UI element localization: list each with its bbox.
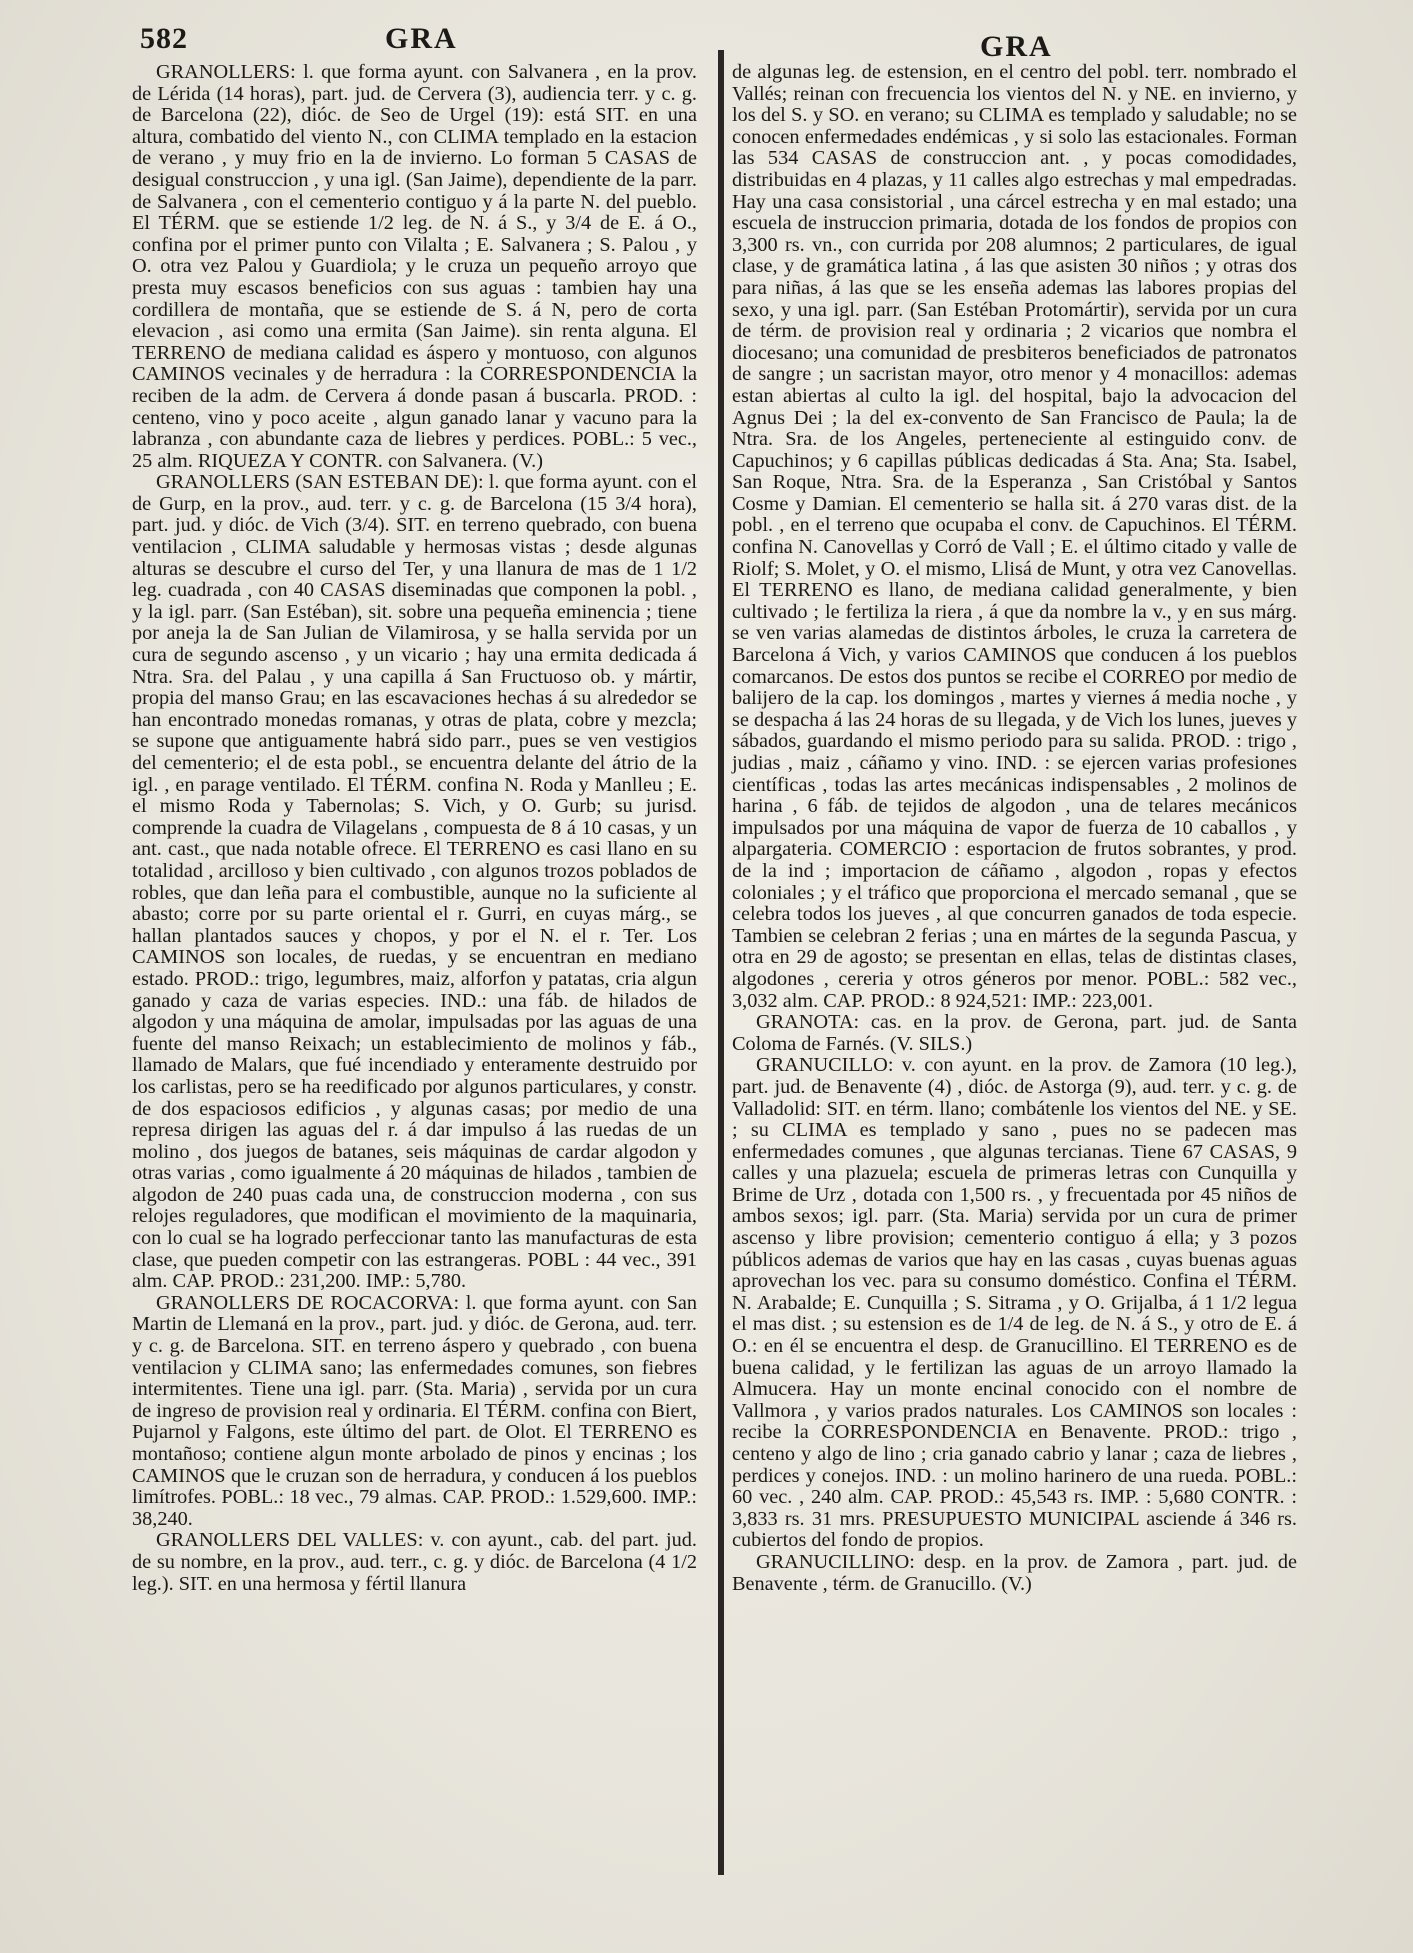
column-divider [718,50,724,1875]
entry-text: : l. que forma ayunt. con Salvanera , en la prov. de Lérida (14 horas), part. jud. de Cervera (3), audiencia terr. y c. g. de Barcelona (22), dióc. de Seo de Urgel (19): está SIT. en una altura, combatido del viento N., con CLIMA templado en la estacion de verano , y muy frio en la de invierno. Lo forman 5 CASAS de desigual construccion , y una igl. (San Jaime), dependiente de la parr. de Salvanera , con el cementerio contiguo y á la parte N. del pueblo. El TÉRM. que se estiende 1/2 leg. de N. á S., y 3/4 de E. á O., confina por el primer punto con Vilalta ; E. Salvanera ; S. Palou , y O. otra vez Palou y Guardiola; y le cruza un pequeño arroyo que presta muy escasos beneficios con sus aguas : tambien hay una cordillera de montaña, que se estiende de S. á N, pero de corta elevacion , asi como una ermita (San Jaime). sin renta alguna. El TERRENO de mediana calidad es áspero y montuoso, con algunos CAMINOS vecinales y de herradura : la CORRESPONDENCIA la reciben de la adm. de Cervera á donde pasan á buscarla. PROD. : centeno, vino y poco aceite , algun ganado lanar y vacuno para la labranza , con abundante caza de liebres y perdices. POBL.: 5 vec., 25 alm. RIQUEZA Y CONTR. con Salvanera. (V.) [132,61,697,472]
left-column [132,62,697,1595]
entry-headword: GRANOTA [756,1011,854,1034]
entry-granota [732,1012,1297,1055]
entry-granollers-de-rocacorva [132,1293,697,1531]
entry-continuation [732,62,1297,1012]
entry-text: : l. que forma ayunt. con San Martin de Llemaná en la prov., part. jud. y dióc. de Gerona, aud. terr. y c. g. de Barcelona. SIT. en terreno áspero y quebrado , con buena ventilacion y CLIMA sano; las enfermedades comunes, son fiebres intermitentes. Tiene una igl. parr. (Sta. Maria) , servida por un cura de ingreso de provision real y ordinaria. El TÉRM. confina con Biert, Pujarnol y Falgons, este último del part. de Olot. El TERRENO es montañoso; contiene algun monte arbolado de pinos y encinas ; los CAMINOS que le cruzan son de herradura, y conducen á los pueblos limítrofes. POBL.: 18 vec., 79 almas. CAP. PROD.: 1.529,600. IMP.: 38,240. [132,1291,697,1530]
entry-text: de algunas leg. de estension, en el centro del pobl. terr. nombrado el Vallés; reinan con frecuencia los vientos del N. y NE. en invierno, y los del S. y SO. en verano; su CLIMA es templado y saludable; no se conocen enfermedades endémicas , y si solo las estacionales. Forman las 534 CASAS de construccion ant. , y pocas comodidades, distribuidas en 4 plazas, y 11 calles algo estrechas y mal empedradas. Hay una casa consistorial , una cárcel estrecha y en mal estado; una escuela de instruccion primaria, dotada de los fondos de propios con 3,300 rs. vn., con currida por 208 alumnos; 2 particulares, de igual clase, y de gramática latina , á las que asisten 30 niños ; y otras dos para niñas, á las que se les enseña ademas las labores propias del sexo, y una igl. parr. (San Estéban Protomártir), servida por un cura de térm. de provision real y ordinaria ; 2 vicarios que nombra el diocesano; una comunidad de presbiteros beneficiados de patronatos de sangre ; un sacristan mayor, otro menor y 4 monacillos: ademas estan abiertas al culto la igl. del hospital, bajo la advocacion del Agnus Dei ; la del ex-convento de San Francisco de Paula; la de Ntra. Sra. de los Angeles, perteneciente al estinguido conv. de Capuchinos; y 6 capillas públicas dedicadas á Sta. Ana; Sta. Isabel, San Roque, Ntra. Sra. de la Esperanza , San Cristóbal y Santos Cosme y Damian. El cementerio se halla sit. á 270 varas dist. de la pobl. , en el terreno que ocupaba el conv. de Capuchinos. El TÉRM. confina N. Canovellas y Corró de Vall ; E. el último citado y valle de Riolf; S. Molet, y O. el mismo, Llisá de Munt, y otra vez Canovellas. El TERRENO es llano, de mediana calidad generalmente, y bien cultivado ; le fertiliza la riera , á que da nombre la v., y en sus márg. se ven varias alamedas de distintos árboles, le cruza la carretera de Barcelona á Vich, y varios CAMINOS que conducen á los pueblos comarcanos. De estos dos puntos se recibe el CORREO por medio de balijero de la cap. los domingos , martes y viernes á media noche , y se despacha á las 24 horas de su llegada, y de Vich los lunes, jueves y sábados, guardando el mismo periodo para su salida. PROD. : trigo , judias , maiz , cáñamo y vino. IND. : se ejercen varias profesiones científicas , todas las artes mecánicas indispensables , 2 molinos de harina , 6 fáb. de tejidos de algodon , una de telares mecánicos impulsados por una máquina de vapor de fuerza de 10 caballos , y alpargateria. COMERCIO : esportacion de frutos sobrantes, y prod. de la ind ; importacion de cáñamo , algodon , ropas y efectos coloniales ; y el tráfico que proporciona el mercado semanal , que se celebra todos los jueves , al que concurren ganados de toda especie. Tambien se celebran 2 ferias ; una en mártes de la segunda Pascua, y otra en 29 de agosto; se presentan en ellas, telas de distintas clases, algodones , cereria y otros géneros por menor. POBL.: 582 vec., 3,032 alm. CAP. PROD.: 8 924,521: IMP.: 223,001. [732,61,1297,1012]
entry-text: : l. que forma ayunt. con el de Gurp, en la prov., aud. terr. y c. g. de Barcelona (15 3/4 hora), part. jud. y dióc. de Vich (3/4). SIT. en terreno quebrado, con buena ventilacion , CLIMA saludable y hermosas vistas ; desde algunas alturas se descubre el curso del Ter, y una llanura de mas de 1 1/2 leg. cuadrada , con 40 CASAS diseminadas que componen la pobl. , y la igl. parr. (San Estéban), sit. sobre una pequeña eminencia ; tiene por aneja la de San Julian de Vilamirosa, y se halla servida por un cura de segundo ascenso , y un vicario ; hay una ermita dedicada á Ntra. Sra. del Palau , y una capilla á San Fructuoso ob. y mártir, propia del manso Grau; en las escavaciones hechas á su alrededor se han encontrado monedas romanas, y otras de plata, cobre y mezcla; se supone que antiguamente habrá sido parr., pues se ven vestigios del cementerio; el de esta pobl., se encuentra delante del átrio de la igl. , en parage ventilado. El TÉRM. confina N. Roda y Manlleu ; E. el mismo Roda y Tabernolas; S. Vich, y O. Gurb; su jurisd. comprende la cuadra de Vilagelans , compuesta de 8 á 10 casas, y un ant. cast., que nada notable ofrece. El TERRENO es casi llano en su totalidad , arcilloso y bien cultivado , con algunos trozos poblados de robles, que dan leña para el combustible, aunque no la suficiente al abasto; corre por su parte oriental el r. Gurri, en cuyas márg., se hallan plantados sauces y chopos, y por el N. el r. Ter. Los CAMINOS son locales, de ruedas, y se encuentran en mediano estado. PROD.: trigo, legumbres, maiz, alforfon y patatas, cria algun ganado y caza de varias especies. IND.: una fáb. de hilados de algodon y una máquina de amolar, impulsadas por las aguas de una fuente del manso Reixach; un establecimiento de molinos y fáb., llamado de Malars, que fué incendiado y enteramente destruido por los carlistas, pero se ha reedificado por algunos particulares, y constr. de dos espaciosos edificios , y algunas casas; por medio de una represa dirigen las aguas del r. á dar impulso á las ruedas de un molino , dos juegos de batanes, seis máquinas de cardar algodon y otras varias , como igualmente á 20 máquinas de hilados , tambien de algodon de 240 puas cada una, de construccion moderna , con sus relojes reguladores, que modifican el movimiento de la maquinaria, con lo cual se ha logrado perfeccionar tanto las manufacturas de esta clase, que pueden competir con las estrangeras. POBL : 44 vec., 391 alm. CAP. PROD.: 231,200. IMP.: 5,780. [132,471,697,1293]
entry-granollers-san-esteban [132,472,697,1293]
entry-granollers-del-valles [132,1530,697,1595]
entry-text: : v. con ayunt. en la prov. de Zamora (10 leg.), part. jud. de Benavente (4) , dióc. de Astorga (9), aud. terr. y c. g. de Valladolid: SIT. en térm. llano; combátenle los vientos del NE. y SE. ; su CLIMA es templado y sano , pues no se padecen mas enfermedades comunes , que algunas tercianas. Tiene 67 CASAS, 9 calles y una plazuela; escuela de primeras letras con Cunquilla y Brime de Urz , dotada con 1,500 rs. , y frecuentada por 45 niños de ambos sexos; igl. parr. (Sta. Maria) servida por un cura de primer ascenso y libre provision; cementerio contiguo á ella; y 3 pozos públicos ademas de varios que hay en las casas , cuyas buenas aguas aprovechan los vec. para su consumo doméstico. Confina el TÉRM. N. Arabalde; E. Cunquilla ; S. Sitrama , y O. Grijalba, á 1 1/2 legua el mas dist. ; su estension es de 1/4 de leg. de N. á S., y otro de E. á O.: en él se encuentra el desp. de Granucillino. El TERRENO es de buena calidad, y le fertilizan las aguas de un arroyo llamado la Almucera. Hay un monte encinal conocido con el nombre de Vallmora , y varios prados naturales. Los CAMINOS son locales : recibe la CORRESPONDENCIA en Benavente. PROD.: trigo , centeno y algo de lino ; cria ganado cabrio y lanar ; caza de liebres , perdices y conejos. IND. : un molino harinero de una rueda. POBL.: 60 vec. , 240 alm. CAP. PROD.: 45,543 rs. IMP. : 5,680 CONTR. : 3,833 rs. 31 mrs. PRESUPUESTO MUNICIPAL asciende á 346 rs. cubiertos del fondo de propios. [732,1054,1297,1552]
entry-headword: GRANUCILLO [756,1054,888,1077]
entry-granucillo [732,1055,1297,1552]
entry-text: : cas. en la prov. de Gerona, part. jud. de Santa Coloma de Farnés. (V. SILS.) [732,1011,1297,1055]
entry-headword: GRANUCILLINO [756,1550,910,1573]
entry-text: : desp. en la prov. de Zamora , part. jud. de Benavente , térm. de Granucillo. (V.) [732,1550,1297,1595]
running-head-right: GRA [980,30,1053,63]
running-head-left: GRA [385,22,458,55]
entry-headword: GRANOLLERS DEL VALLES [156,1529,418,1552]
entry-granucillino [732,1552,1297,1595]
entry-headword: GRANOLLERS DE ROCACORVA [156,1291,454,1314]
right-column [732,62,1297,1595]
entry-headword: GRANOLLERS [156,61,291,83]
entry-headword: GRANOLLERS (SAN ESTEBAN DE) [156,471,478,494]
page-number: 582 [140,22,188,55]
entry-granollers [132,62,697,472]
entry-text: : v. con ayunt., cab. del part. jud. de su nombre, en la prov., aud. terr., c. g. y dióc. de Barcelona (4 1/2 leg.). SIT. en una hermosa y fértil llanura [132,1529,697,1595]
